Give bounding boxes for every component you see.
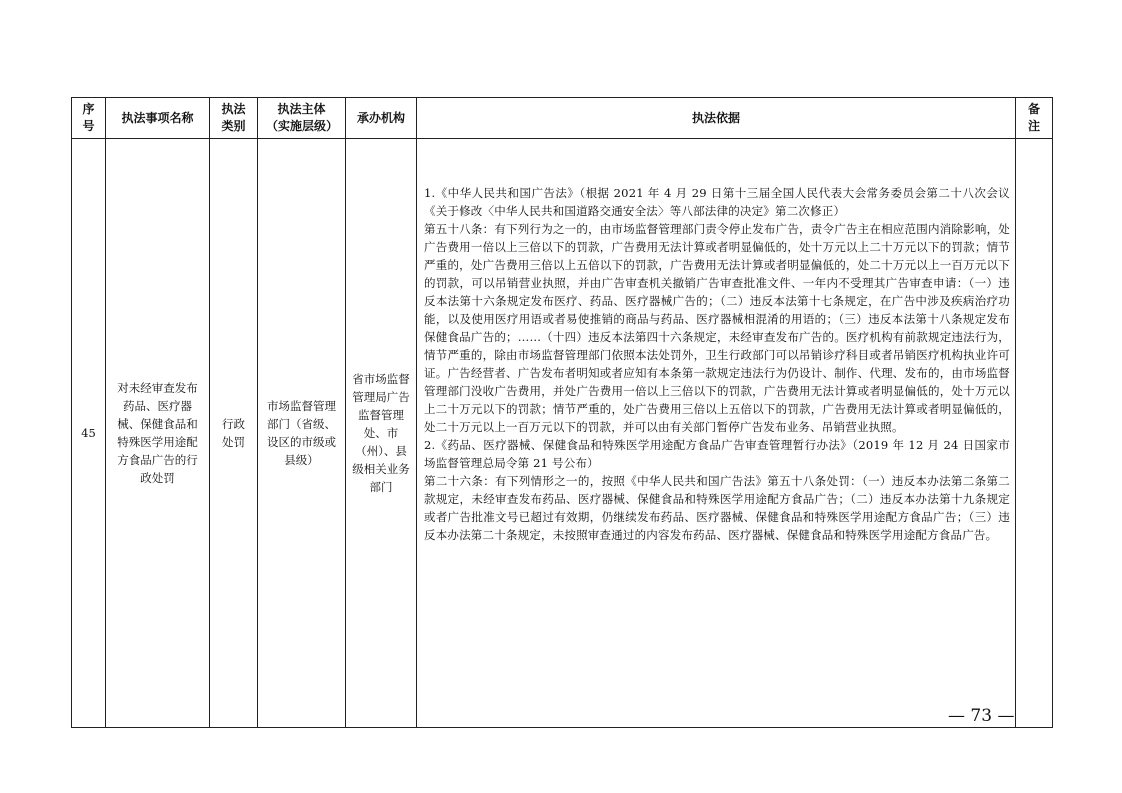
header-serial-number: 序号 xyxy=(72,98,106,139)
table-header-row xyxy=(72,98,1053,139)
header-category: 执法类别 xyxy=(210,98,258,139)
table-row xyxy=(72,139,1053,728)
cell-basis xyxy=(417,139,1016,728)
page-number: — 73 — xyxy=(948,706,1015,726)
basis-law-title: 1.《中华人民共和国广告法》（根据 2021 年 4 月 29 日第十三届全国人民代表大会常务委员会第二十八次会议《关于修改〈中华人民共和国道路交通安全法〉等八部法律的决定》第二次修正） xyxy=(424,186,1010,218)
cell-item-name: 对未经审查发布药品、医疗器械、保健食品和特殊医学用途配方食品广告的行政处罚 xyxy=(106,139,210,728)
header-basis: 执法依据 xyxy=(417,98,1016,139)
header-subject: 执法主体（实施层级） xyxy=(258,98,346,139)
enforcement-table xyxy=(71,97,1053,728)
header-item-name: 执法事项名称 xyxy=(106,98,210,139)
cell-agency: 省市场监督管理局广告监督管理处、市（州）、县级相关业务部门 xyxy=(346,139,417,728)
basis-article-26: 第二十六条：有下列情形之一的，按照《中华人民共和国广告法》第五十八条处罚：（一）违反本办法第二条第二款规定，未经审查发布药品、医疗器械、保健食品和特殊医学用途配方食品广告；（二）违反本办法第十九条规定或者广告批准文号已超过有效期，仍继续发布药品、医疗器械、保健食品和特殊医学用途配方食品广告；（三）违反本办法第二十条规定，未按照审查通过的内容发布药品、医疗器械、保健食品和特殊医学用途配方食品广告。 xyxy=(424,474,1010,542)
basis-measures-title: 2.《药品、医疗器械、保健食品和特殊医学用途配方食品广告审查管理暂行办法》（2019 年 12 月 24 日国家市场监督管理总局令第 21 号公布） xyxy=(424,438,1010,470)
header-agency: 承办机构 xyxy=(346,98,417,139)
basis-article-58: 第五十八条：有下列行为之一的，由市场监督管理部门责令停止发布广告，责令广告主在相应范围内消除影响，处广告费用一倍以上三倍以下的罚款，广告费用无法计算或者明显偏低的，处十万元以上二十万元以下的罚款；情节严重的，处广告费用三倍以上五倍以下的罚款，广告费用无法计算或者明显偏低的，处二十万元以上一百万元以下的罚款，可以吊销营业执照，并由广告审查机关撤销广告审查批准文件、一年内不受理其广告审查申请：（一）违反本法第十六条规定发布医疗、药品、医疗器械广告的；（二）违反本法第十七条规定，在广告中涉及疾病治疗功能，以及使用医疗用语或者易使推销的商品与药品、医疗器械相混淆的用语的；（三）违反本法第十八条规定发布保健食品广告的；……（十四）违反本法第四十六条规定，未经审查发布广告的。医疗机构有前款规定违法行为，情节严重的，除由市场监督管理部门依照本法处罚外，卫生行政部门可以吊销诊疗科目或者吊销医疗机构执业许可证。广告经营者、广告发布者明知或者应知有本条第一款规定违法行为仍设计、制作、代理、发布的，由市场监督管理部门没收广告费用，并处广告费用一倍以上三倍以下的罚款，广告费用无法计算或者明显偏低的，处十万元以上二十万元以下的罚款；情节严重的，处广告费用三倍以上五倍以下的罚款，广告费用无法计算或者明显偏低的，处二十万元以上一百万元以下的罚款，并可以由有关部门暂停广告发布业务、吊销营业执照。 xyxy=(424,222,1010,434)
cell-category: 行政处罚 xyxy=(210,139,258,728)
cell-subject: 市场监督管理部门（省级、设区的市级或县级） xyxy=(258,139,346,728)
cell-note xyxy=(1016,139,1053,728)
cell-serial-number: 45 xyxy=(72,139,106,728)
header-note: 备注 xyxy=(1016,98,1053,139)
